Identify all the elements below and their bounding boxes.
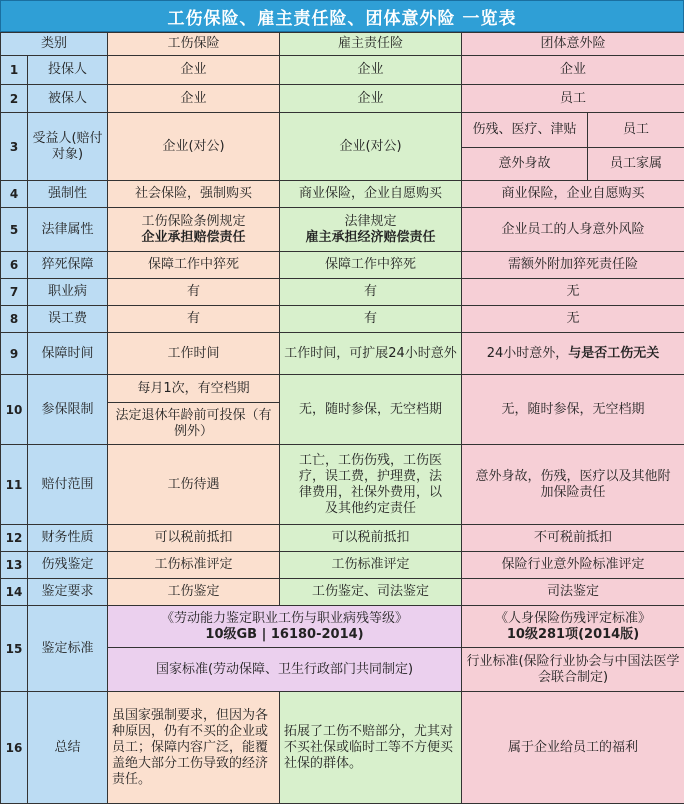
cell-group-standard bbox=[462, 606, 684, 648]
row-category: 受益人(赔付对象) bbox=[28, 113, 108, 181]
row-category: 赔付范围 bbox=[28, 445, 108, 525]
cell-workers-employer-standard bbox=[108, 606, 462, 648]
cell-employer: 无，随时参保，无空档期 bbox=[280, 375, 462, 445]
cell-employer: 有 bbox=[280, 306, 462, 333]
row-number: 5 bbox=[1, 208, 28, 252]
table-row bbox=[1, 333, 684, 375]
row-number: 12 bbox=[1, 525, 28, 552]
cell-workers: 工伤鉴定 bbox=[108, 579, 280, 606]
cell-employer: 可以税前抵扣 bbox=[280, 525, 462, 552]
cell-group: 无 bbox=[462, 279, 684, 306]
table-row bbox=[1, 56, 684, 85]
cell-line: 工伤保险条例规定 bbox=[141, 213, 246, 229]
table-row bbox=[1, 85, 684, 113]
row-category: 强制性 bbox=[28, 181, 108, 208]
row-number: 2 bbox=[1, 85, 28, 113]
cell-employer: 商业保险，企业自愿购买 bbox=[280, 181, 462, 208]
header-workers-insurance: 工伤保险 bbox=[108, 33, 280, 56]
cell-workers: 有 bbox=[108, 306, 280, 333]
table-row bbox=[1, 445, 684, 525]
cell-employer: 工作时间，可扩展24小时意外 bbox=[280, 333, 462, 375]
cell-line-bold: 10级GB | 16180-2014) bbox=[205, 626, 364, 642]
cell-group: 属于企业给员工的福利 bbox=[462, 692, 684, 804]
cell-workers bbox=[108, 208, 280, 252]
row-number: 11 bbox=[1, 445, 28, 525]
header-employer-liability: 雇主责任险 bbox=[280, 33, 462, 56]
cell-group: 司法鉴定 bbox=[462, 579, 684, 606]
table-row bbox=[1, 606, 684, 648]
row-category: 法律属性 bbox=[28, 208, 108, 252]
cell-employer: 企业(对公) bbox=[280, 113, 462, 181]
cell-workers: 工伤待遇 bbox=[108, 445, 280, 525]
table-title: 工伤保险、雇主责任险、团体意外险 一览表 bbox=[0, 0, 684, 32]
row-number: 14 bbox=[1, 579, 28, 606]
row-category: 参保限制 bbox=[28, 375, 108, 445]
cell-group: 无，随时参保，无空档期 bbox=[462, 375, 684, 445]
cell-line: 《人身保险伤残评定标准》 bbox=[495, 610, 652, 626]
cell-group: 商业保险，企业自愿购买 bbox=[462, 181, 684, 208]
cell-line-bold: 10级281项(2014版) bbox=[506, 626, 640, 642]
row-category: 猝死保障 bbox=[28, 252, 108, 279]
row-number: 9 bbox=[1, 333, 28, 375]
row-category: 误工费 bbox=[28, 306, 108, 333]
row-number: 4 bbox=[1, 181, 28, 208]
cell-employer: 工伤标准评定 bbox=[280, 552, 462, 579]
row-number: 7 bbox=[1, 279, 28, 306]
cell-workers: 虽国家强制要求，但因为各种原因，仍有不买的企业或员工；保障内容广泛，能覆盖绝大部分工伤导致的经济责任。 bbox=[108, 692, 280, 804]
row-category: 职业病 bbox=[28, 279, 108, 306]
cell-line: 《劳动能力鉴定职业工伤与职业病残等级》 bbox=[161, 610, 409, 626]
cell-group: 意外身故，伤残，医疗以及其他附加保险责任 bbox=[462, 445, 684, 525]
row-category: 投保人 bbox=[28, 56, 108, 85]
row-number: 10 bbox=[1, 375, 28, 445]
cell-employer: 有 bbox=[280, 279, 462, 306]
table-row bbox=[1, 252, 684, 279]
cell-group-beneficiary: 员工 bbox=[588, 113, 684, 148]
cell-group: 员工 bbox=[462, 85, 684, 113]
cell-group bbox=[462, 333, 684, 375]
cell-group-benefit-type: 意外身故 bbox=[462, 148, 588, 181]
row-number: 6 bbox=[1, 252, 28, 279]
cell-workers: 企业(对公) bbox=[108, 113, 280, 181]
comparison-table bbox=[0, 32, 684, 804]
cell-workers: 工伤标准评定 bbox=[108, 552, 280, 579]
cell-group: 保险行业意外险标准评定 bbox=[462, 552, 684, 579]
cell-workers: 社会保险，强制购买 bbox=[108, 181, 280, 208]
table-row bbox=[1, 279, 684, 306]
table-row bbox=[1, 208, 684, 252]
table-row bbox=[1, 181, 684, 208]
cell-workers: 每月1次，有空档期 bbox=[108, 375, 280, 403]
table-row bbox=[1, 306, 684, 333]
row-number: 1 bbox=[1, 56, 28, 85]
cell-group: 无 bbox=[462, 306, 684, 333]
cell-line: 法律规定 bbox=[344, 213, 397, 229]
header-category: 类别 bbox=[1, 33, 108, 56]
table-row bbox=[1, 375, 684, 403]
cell-employer: 工伤鉴定、司法鉴定 bbox=[280, 579, 462, 606]
cell-text: 24小时意外， bbox=[486, 345, 569, 361]
cell-employer: 企业 bbox=[280, 85, 462, 113]
table-row bbox=[1, 552, 684, 579]
row-category: 伤残鉴定 bbox=[28, 552, 108, 579]
row-category: 总结 bbox=[28, 692, 108, 804]
cell-text-bold: 与是否工伤无关 bbox=[568, 345, 660, 361]
cell-employer: 企业 bbox=[280, 56, 462, 85]
row-number: 16 bbox=[1, 692, 28, 804]
cell-group-standard-type: 行业标准(保险行业协会与中国法医学会联合制定) bbox=[462, 648, 684, 692]
table-row bbox=[1, 113, 684, 148]
table-row bbox=[1, 579, 684, 606]
cell-workers: 工作时间 bbox=[108, 333, 280, 375]
cell-group: 不可税前抵扣 bbox=[462, 525, 684, 552]
cell-workers: 企业 bbox=[108, 56, 280, 85]
cell-workers: 可以税前抵扣 bbox=[108, 525, 280, 552]
cell-group: 企业员工的人身意外风险 bbox=[462, 208, 684, 252]
cell-employer: 工亡，工伤伤残，工伤医疗，误工费，护理费，法律费用，社保外费用，以及其他约定责任 bbox=[280, 445, 462, 525]
table-header-row bbox=[1, 33, 684, 56]
row-category: 财务性质 bbox=[28, 525, 108, 552]
cell-workers: 企业 bbox=[108, 85, 280, 113]
cell-line-bold: 雇主承担经济赔偿责任 bbox=[305, 229, 436, 245]
cell-line-bold: 企业承担赔偿责任 bbox=[141, 229, 246, 245]
table-row bbox=[1, 692, 684, 804]
header-group-accident: 团体意外险 bbox=[462, 33, 684, 56]
row-category: 鉴定标准 bbox=[28, 606, 108, 692]
row-category: 鉴定要求 bbox=[28, 579, 108, 606]
cell-group: 企业 bbox=[462, 56, 684, 85]
cell-workers: 法定退休年龄前可投保（有例外） bbox=[108, 403, 280, 445]
cell-workers-employer-standard-type: 国家标准(劳动保障、卫生行政部门共同制定) bbox=[108, 648, 462, 692]
cell-workers: 有 bbox=[108, 279, 280, 306]
row-category: 被保人 bbox=[28, 85, 108, 113]
cell-employer: 保障工作中猝死 bbox=[280, 252, 462, 279]
row-number: 15 bbox=[1, 606, 28, 692]
row-number: 8 bbox=[1, 306, 28, 333]
cell-employer bbox=[280, 208, 462, 252]
cell-employer: 拓展了工伤不赔部分，尤其对不买社保或临时工等不方便买社保的群体。 bbox=[280, 692, 462, 804]
cell-group-beneficiary: 员工家属 bbox=[588, 148, 684, 181]
table-row bbox=[1, 525, 684, 552]
cell-workers: 保障工作中猝死 bbox=[108, 252, 280, 279]
cell-group: 需额外附加猝死责任险 bbox=[462, 252, 684, 279]
row-category: 保障时间 bbox=[28, 333, 108, 375]
cell-group-benefit-type: 伤残、医疗、津贴 bbox=[462, 113, 588, 148]
row-number: 3 bbox=[1, 113, 28, 181]
row-number: 13 bbox=[1, 552, 28, 579]
